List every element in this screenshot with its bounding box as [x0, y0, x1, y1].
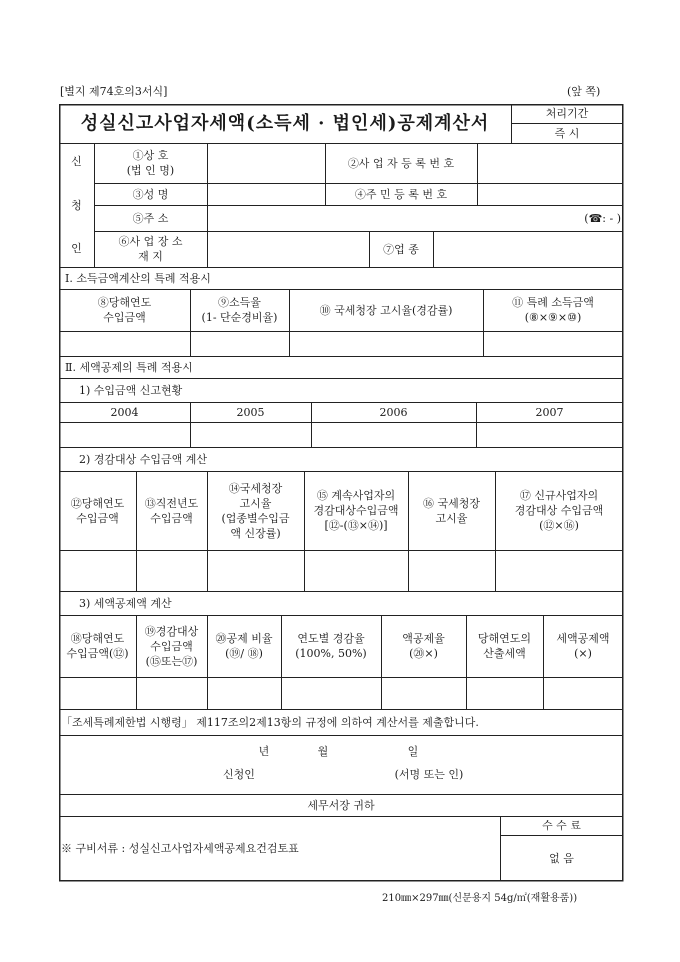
col-8-header: ⑧당해연도 수입금액	[97, 296, 152, 324]
col-15-header: ⑮ 계속사업자의 경감대상수입금액 [⑫-(⑬×⑭)]	[313, 489, 399, 532]
col-21-header: 연도별 경감율 (100%, 50%)	[295, 632, 367, 660]
col-9-header: ⑨소득율 (1- 단순경비율)	[201, 296, 278, 324]
revenue-2004-input[interactable]	[59, 422, 190, 447]
col-22-header: 액공제율 (⑳×)	[402, 632, 445, 660]
col-10-input[interactable]	[289, 331, 483, 356]
paper-spec: 210㎜×297㎜(신문용지 54g/㎡(재활용품))	[382, 893, 578, 904]
name-field[interactable]	[207, 183, 325, 205]
col-24-input[interactable]	[543, 677, 623, 709]
section-2-title: Ⅱ. 세액공제의 특례 적용시	[65, 360, 193, 374]
applicant-label-2: 청	[71, 198, 82, 212]
revenue-2006-input[interactable]	[311, 422, 476, 447]
applicant-label-1: 신	[71, 154, 82, 168]
fee-label: 수 수 료	[542, 819, 581, 832]
col-20-input[interactable]	[207, 677, 281, 709]
col-10-header: ⑩ 국세청장 고시율(경감률)	[319, 303, 453, 317]
col-17-header: ⑰ 신규사업자의 경감대상 수입금액 (⑫×⑯)	[514, 489, 604, 532]
col-20-header: ⑳공제 비율 (⑲/ ⑱)	[215, 632, 273, 660]
col-24-header: 세액공제액 (×)	[556, 632, 610, 660]
col-13-header: ⑬직전년도 수입금액	[144, 496, 199, 525]
phone-field[interactable]: (☎: - )	[584, 211, 621, 225]
col-16-header: ⑯ 국세청장 고시율	[422, 496, 480, 525]
form-number: [별지 제74호의3서식]	[60, 85, 168, 98]
subsection-3-title: 3) 세액공제액 계산	[79, 596, 172, 610]
col-12-header: ⑫당해연도 수입금액	[70, 496, 125, 525]
business-reg-no-label: ②사 업 자 등 록 번 호	[347, 156, 455, 170]
col-23-header: 당해연도의 산출세액	[477, 632, 532, 660]
address-field[interactable]	[207, 205, 477, 231]
business-name-field[interactable]	[207, 143, 325, 183]
date-day-label: 일	[407, 744, 419, 758]
year-2006: 2006	[379, 405, 408, 419]
col-8-input[interactable]	[59, 331, 190, 356]
form-table	[59, 104, 623, 881]
business-reg-no-field[interactable]	[477, 143, 623, 183]
col-14-input[interactable]	[207, 550, 304, 591]
subsection-2-title: 2) 경감대상 수입금액 계산	[79, 452, 208, 466]
processing-period-label: 처리기간	[545, 107, 589, 120]
revenue-2005-input[interactable]	[190, 422, 311, 447]
year-2004: 2004	[110, 405, 139, 419]
col-14-header: ⑭국세청장 고시율 (업종별수입금 액 신장률)	[221, 481, 290, 540]
col-13-input[interactable]	[136, 550, 207, 591]
industry-field[interactable]	[433, 231, 623, 267]
resident-no-label: ④주 민 등 록 번 호	[354, 187, 448, 201]
business-name-label: ①상 호 (법 인 명)	[126, 149, 175, 177]
processing-period-value: 즉 시	[554, 127, 580, 140]
col-21-input[interactable]	[281, 677, 381, 709]
business-location-label: ⑥사 업 장 소 재 지	[118, 235, 183, 263]
business-location-field[interactable]	[207, 231, 369, 267]
year-2007: 2007	[535, 405, 564, 419]
form-title: 성실신고사업자세액(소득세 · 법인세)공제계산서	[80, 113, 490, 134]
col-11-input[interactable]	[483, 331, 623, 356]
col-15-input[interactable]	[304, 550, 408, 591]
col-17-input[interactable]	[495, 550, 623, 591]
signature-field[interactable]: (서명 또는 인)	[394, 767, 464, 781]
revenue-2007-input[interactable]	[476, 422, 623, 447]
col-23-input[interactable]	[466, 677, 543, 709]
attachments-note: ※ 구비서류 : 성실신고사업자세액공제요건검토표	[61, 841, 299, 855]
resident-no-field[interactable]	[477, 183, 623, 205]
name-label: ③성 명	[132, 187, 169, 201]
address-label: ⑤주 소	[132, 211, 169, 225]
col-11-header: ⑪ 특례 소득금액 (⑧×⑨×⑩)	[512, 296, 594, 324]
date-year-label: 년	[258, 744, 270, 758]
col-22-input[interactable]	[381, 677, 466, 709]
page-side-label: (앞 쪽)	[567, 85, 601, 98]
col-18-header: ⑱당해연도 수입금액(⑫)	[66, 632, 129, 660]
legal-statement: 「조세특례제한법 시행령」 제117조의2제13항의 규정에 의하여 계산서를 제출합니다.	[61, 715, 479, 729]
col-16-input[interactable]	[408, 550, 495, 591]
section-1-title: Ⅰ. 소득금액계산의 특례 적용시	[65, 271, 211, 285]
col-9-input[interactable]	[190, 331, 289, 356]
year-2005: 2005	[236, 405, 265, 419]
date-month-label: 월	[317, 744, 329, 758]
col-12-input[interactable]	[59, 550, 136, 591]
col-19-header: ⑲경감대상 수입금액 (⑮또는⑰)	[144, 624, 199, 668]
applicant-sign-label: 신청인	[223, 767, 255, 781]
recipient-label: 세무서장 귀하	[307, 798, 375, 812]
col-18-input[interactable]	[59, 677, 136, 709]
subsection-1-title: 1) 수입금액 신고현황	[79, 383, 183, 397]
applicant-label-3: 인	[71, 241, 82, 255]
fee-value: 없 음	[549, 851, 574, 865]
industry-label: ⑦업 종	[383, 242, 419, 256]
col-19-input[interactable]	[136, 677, 207, 709]
